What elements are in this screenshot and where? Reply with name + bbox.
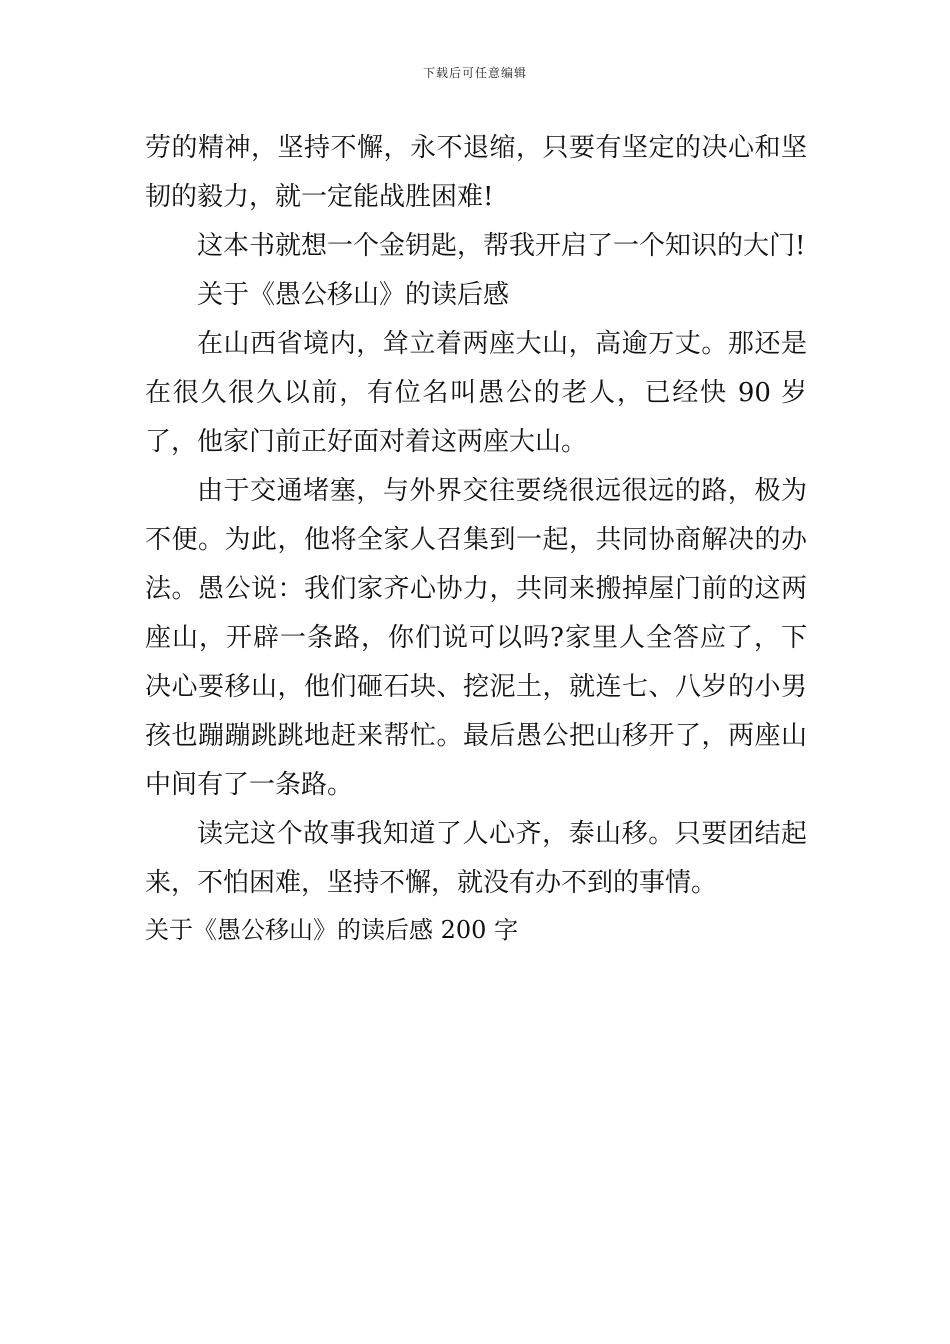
paragraph-story-intro: 在山西省境内，耸立着两座大山，高逾万丈。那还是在很久很久以前，有位名叫愚公的老人，已经快 90 岁了，他家门前正好面对着这两座大山。: [145, 329, 807, 457]
trailing-title: 关于《愚公移山》的读后感 200 字: [145, 916, 519, 944]
paragraph-conclusion: 读完这个故事我知道了人心齐，泰山移。只要团结起来，不怕困难，坚持不懈，就没有办不到的事情。: [145, 819, 807, 898]
section-heading: 关于《愚公移山》的读后感: [197, 280, 510, 310]
paragraph-golden-key: 这本书就想一个金钥匙，帮我开启了一个知识的大门!: [197, 231, 806, 261]
document-body: [145, 124, 807, 950]
paragraph-story-body: 由于交通堵塞，与外界交往要绕很远很远的路，极为不便。为此，他将全家人召集到一起，共同协商解决的办法。愚公说：我们家齐心协力，共同来搬掉屋门前的这两座山，开辟一条路，你们说可以吗?家里人全答应了，下决心要移山，他们砸石块、挖泥土，就连七、八岁的小男孩也蹦蹦跳跳地赶来帮忙。最后愚公把山移开了，两座山中间有了一条路。: [145, 476, 807, 800]
page-header: 下载后可任意编辑: [422, 66, 527, 80]
paragraph-continuation: 劳的精神，坚持不懈，永不退缩，只要有坚定的决心和坚韧的毅力，就一定能战胜困难!: [145, 133, 807, 212]
